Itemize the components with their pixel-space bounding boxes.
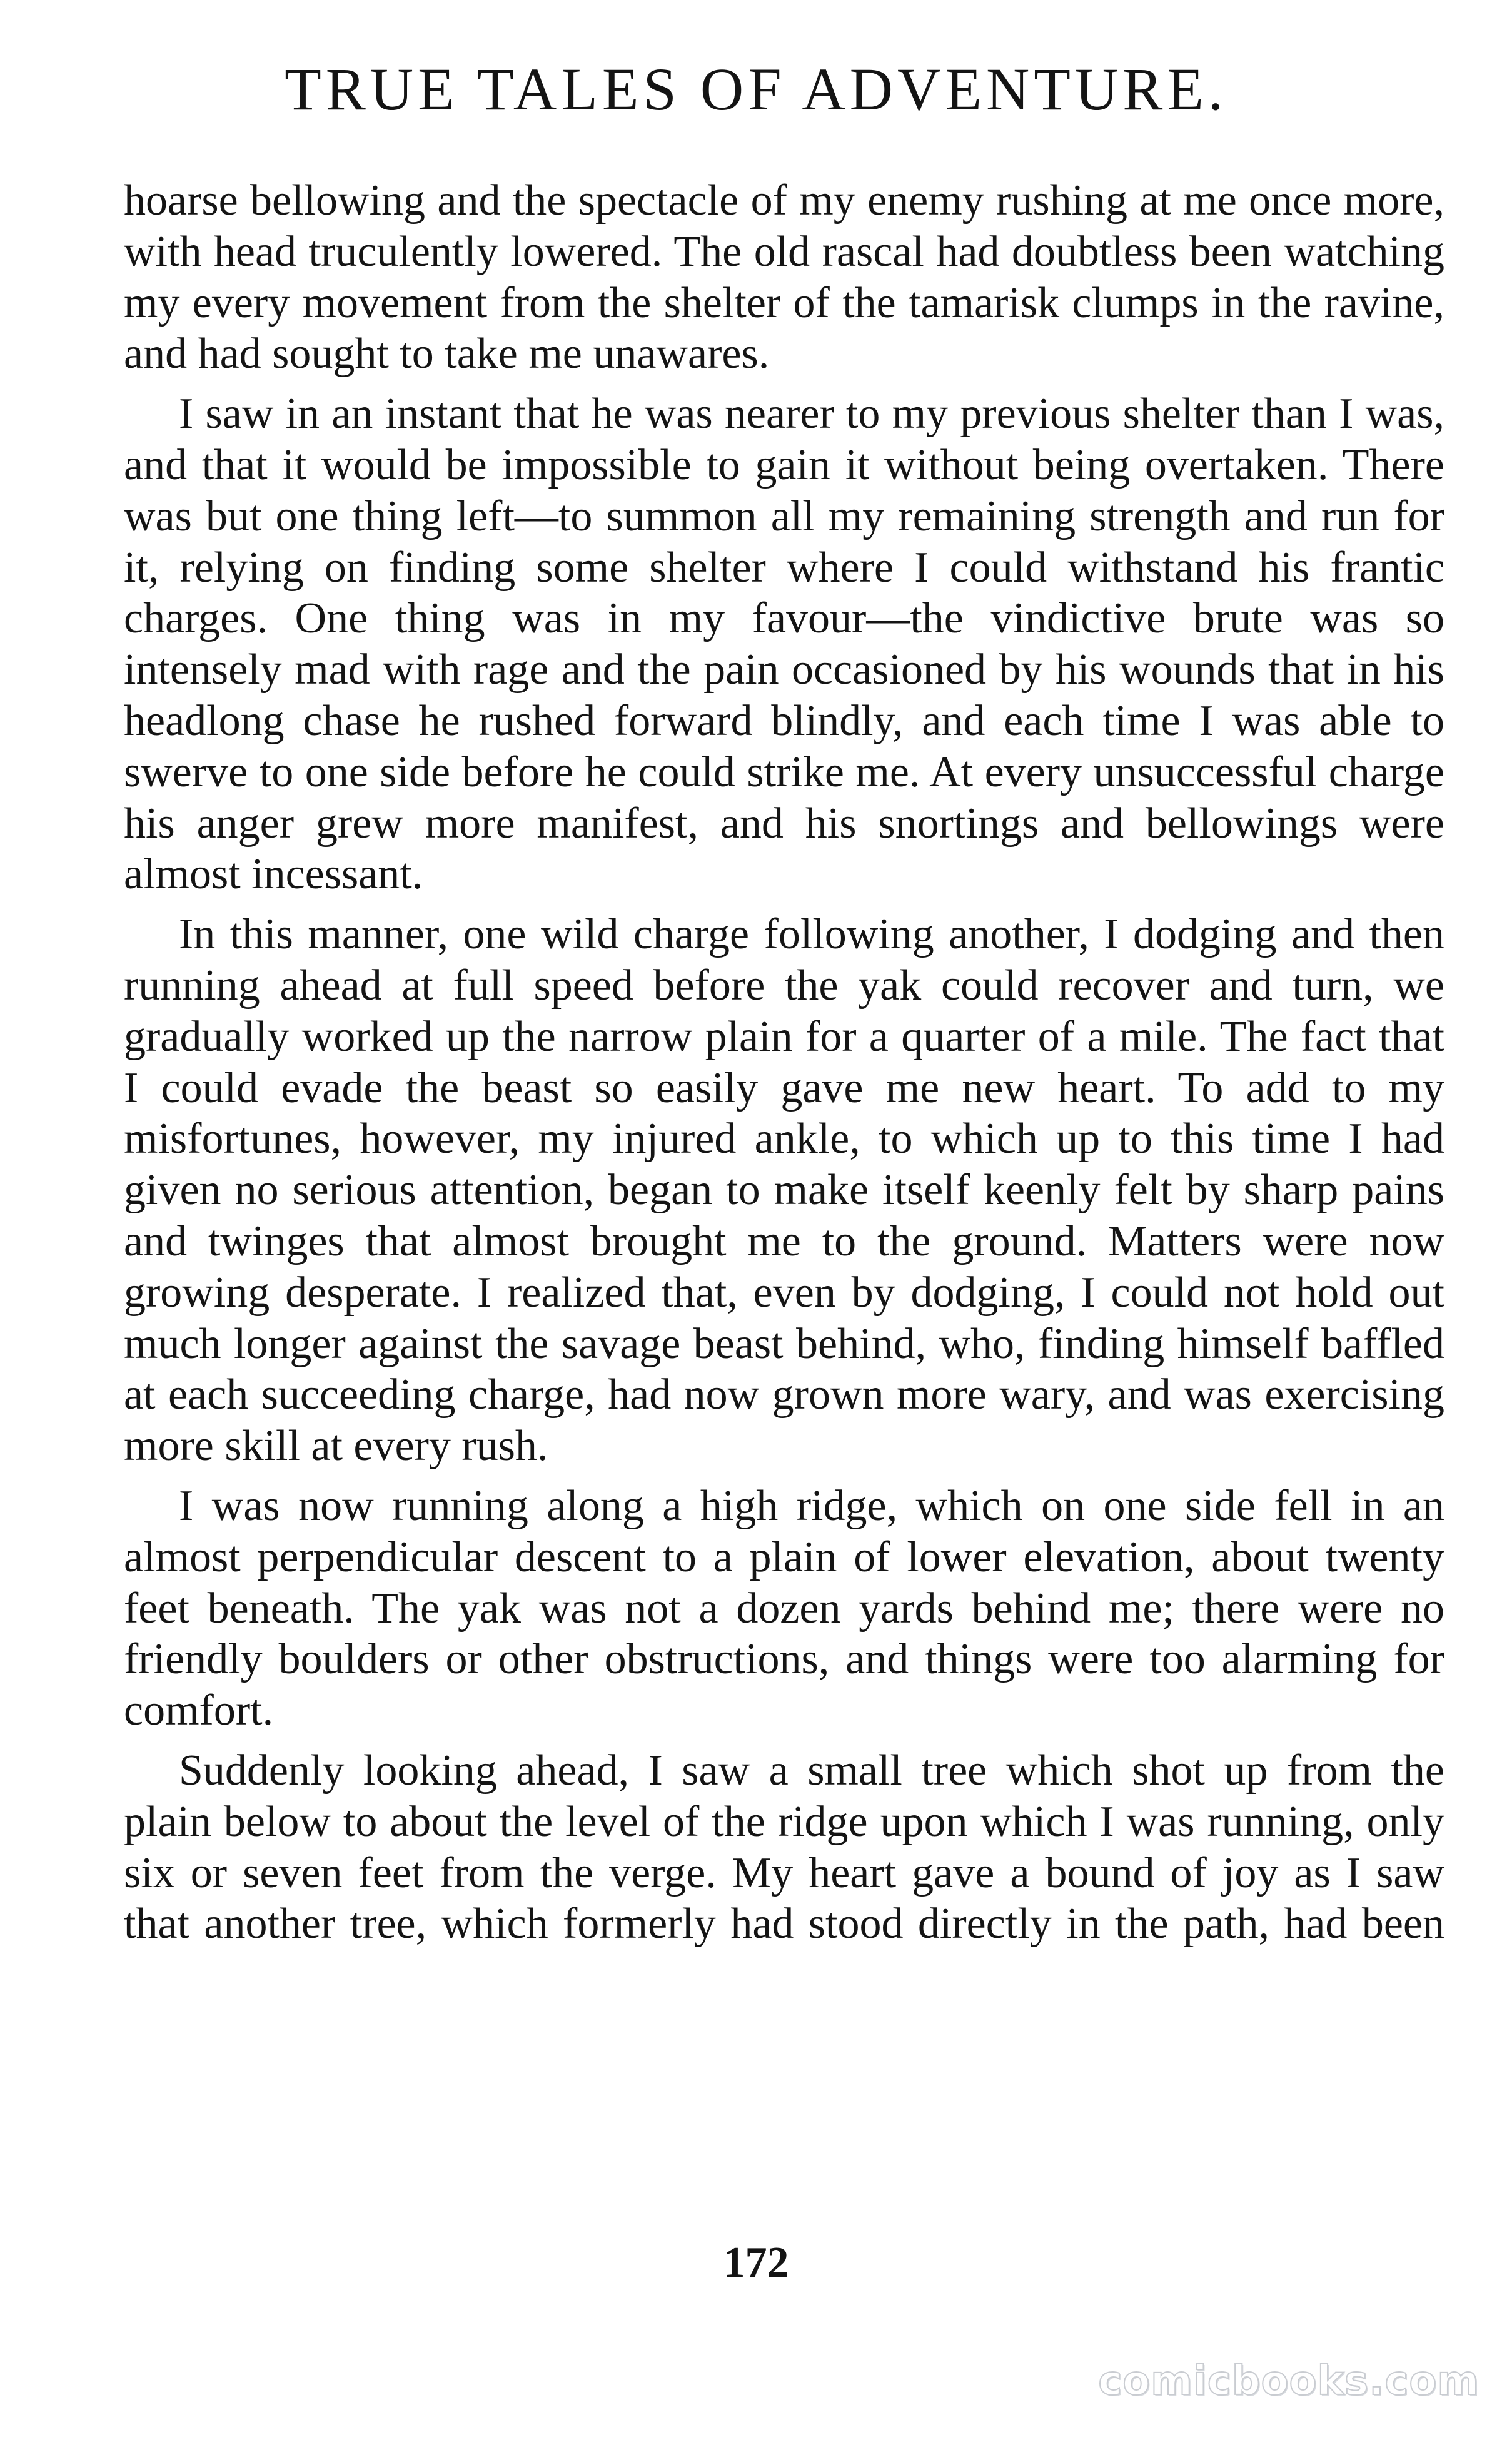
paragraph-5: Suddenly looking ahead, I saw a small tree which shot up from the plain below to about the level of the ridge upon which I was running, only six or seven feet from the verge. My heart gave a bound of joy as I saw that another tree, which formerly had stood directly in the path, had been bbox=[124, 1746, 1444, 1948]
running-head: TRUE TALES OF ADVENTURE. bbox=[285, 56, 1227, 123]
paragraph-1: hoarse bellowing and the spectacle of my enemy rushing at me once more, with head truculently lowered. The old rascal had doubtless been watching my every movement from the shelter of the tamarisk clumps in the ravine, and had sought to take me unawares. bbox=[124, 176, 1444, 378]
paragraph-4: I was now running along a high ridge, which on one side fell in an almost perpendicular descent to a plain of lower elevation, about twenty feet beneath. The yak was not a dozen yards behind me; there were no friendly boulders or other obstructions, and things were too alarming for comfort. bbox=[124, 1481, 1444, 1735]
paragraph-3: In this manner, one wild charge following another, I dodging and then running ahead at full speed before the yak could recover and turn, we gradually worked up the narrow plain for a quarter of a mile. The fact that I could evade the beast so easily gave me new heart. To add to my misfortunes, however, my injured ankle, to which up to this time I had given no serious attention, began to make itself keenly felt by sharp pains and twinges that almost brought me to the ground. Matters were now growing desperate. I realized that, even by dodging, I could not hold out much longer against the savage beast behind, who, finding himself baffled at each succeeding charge, had now grown more wary, and was exercising more skill at every rush. bbox=[124, 910, 1444, 1471]
paragraph-2: I saw in an instant that he was nearer to my previous shelter than I was, and that it would be impossible to gain it without being overtaken. There was but one thing left—to summon all my remaining strength and run for it, relying on finding some shelter where I could withstand his frantic charges. One thing was in my favour—the vindictive brute was so intensely mad with rage and the pain occasioned by his wounds that in his headlong chase he rushed forward blindly, and each time I was able to swerve to one side before he could strike me. At every unsuccessful charge his anger grew more manifest, and his snortings and bellowings were almost incessant. bbox=[124, 390, 1444, 899]
page-number: 172 bbox=[723, 2239, 789, 2287]
watermark: comicbooks.com bbox=[1098, 2358, 1479, 2404]
body-text bbox=[124, 175, 1444, 1958]
